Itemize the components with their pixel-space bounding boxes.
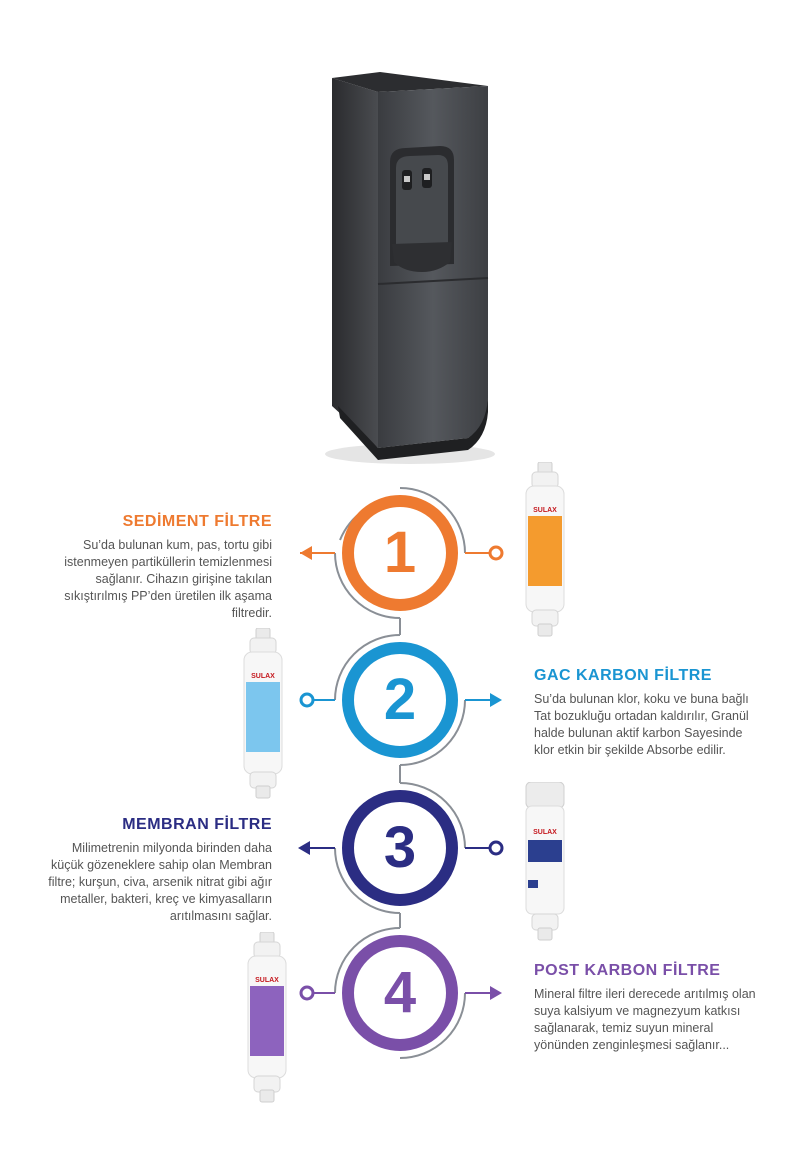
svg-text:SULAX: SULAX <box>251 673 275 680</box>
water-dispenser-image <box>318 66 498 466</box>
arrow-left-icon <box>298 841 310 855</box>
connector-dot-icon <box>301 987 313 999</box>
step-4-title: POST KARBON FİLTRE <box>534 962 721 979</box>
connector-dot-icon <box>301 694 313 706</box>
arrow-right-icon <box>490 986 502 1000</box>
step-2-description: Su’da bulunan klor, koku ve buna bağlı Tat bozukluğu ortadan kaldırılır, Granül halde bulunan aktif karbon Sayesinde klor etkin bir şekilde Absorbe edilir. <box>534 692 749 757</box>
step-3-description: Milimetrenin milyonda birinden daha küçük gözeneklere sahip olan Membran filtre; kurşun, civa, arsenik nitrat gibi ağır metaller, bakteri, kreç ve kimyasalların arıtılmasını sağlar. <box>48 841 272 923</box>
step-1-text <box>42 513 272 622</box>
step-3-title: MEMBRAN FİLTRE <box>122 816 272 833</box>
step-1-number: 1 <box>383 520 417 585</box>
svg-text:SULAX: SULAX <box>533 829 557 836</box>
svg-text:SULAX: SULAX <box>255 977 279 984</box>
step-1-description: Su’da bulunan kum, pas, tortu gibi istenmeyen partiküllerin temizlenmesi sağlanır. Cihazın girişine takılan sıkıştırılmış PP’den üretilen ilk aşama filtredir. <box>64 538 272 620</box>
step-3-text <box>42 816 272 925</box>
sediment-filter-image <box>520 462 570 638</box>
connector-dot-icon <box>490 842 502 854</box>
arrow-left-icon <box>300 546 312 560</box>
step-4-text <box>534 962 759 1054</box>
step-4-description: Mineral filtre ileri derecede arıtılmış olan suya kalsiyum ve magnezyum katkısı sağlanarak, temiz suyun mineral yönünden zenginleşmesi sağlanır... <box>534 987 756 1052</box>
gac-carbon-filter-image <box>238 628 288 800</box>
svg-text:SULAX: SULAX <box>533 507 557 514</box>
membrane-filter-image <box>520 782 570 942</box>
step-2-text <box>534 667 759 759</box>
step-3-number: 3 <box>383 815 417 880</box>
arrow-right-icon <box>490 693 502 707</box>
connector-dot-icon <box>490 547 502 559</box>
step-2-number: 2 <box>383 667 417 732</box>
step-2-title: GAC KARBON FİLTRE <box>534 667 712 684</box>
step-1-title: SEDİMENT FİLTRE <box>122 513 272 530</box>
step-4-number: 4 <box>383 960 417 1025</box>
post-carbon-filter-image <box>242 932 292 1104</box>
